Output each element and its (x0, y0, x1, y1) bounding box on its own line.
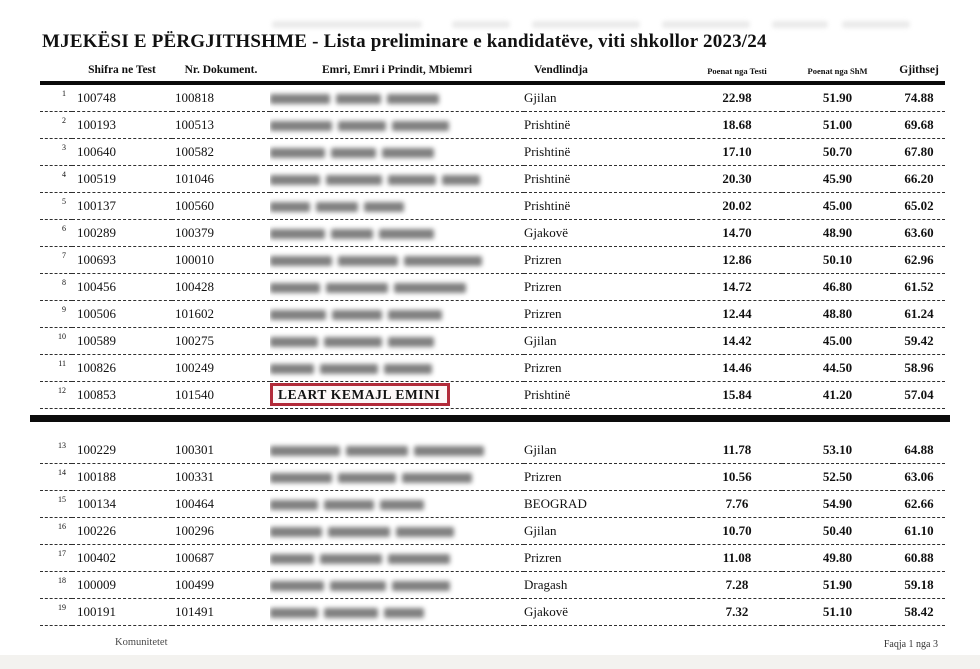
name-cell (270, 328, 524, 355)
shm-cell: 50.70 (782, 139, 893, 166)
row-index-cell (40, 112, 72, 139)
redacted-name (270, 148, 434, 158)
shifra-cell: 100193 (72, 112, 172, 139)
testi-cell: 12.86 (692, 247, 782, 274)
row-index-cell (40, 464, 72, 491)
redacted-name (270, 121, 449, 131)
candidates-table-bottom (40, 437, 945, 626)
testi-cell: 15.84 (692, 382, 782, 409)
shm-cell: 51.00 (782, 112, 893, 139)
shm-cell: 48.90 (782, 220, 893, 247)
column-header-gjithsej: Gjithsej (893, 64, 945, 83)
vendlindja-cell: Prishtinë (524, 112, 692, 139)
shifra-cell: 100134 (72, 491, 172, 518)
gjithsej-cell: 60.88 (893, 545, 945, 572)
table-row (40, 464, 945, 491)
vendlindja-cell: Gjilan (524, 328, 692, 355)
name-cell (270, 464, 524, 491)
table-row (40, 328, 945, 355)
name-cell (270, 545, 524, 572)
gjithsej-cell: 69.68 (893, 112, 945, 139)
gjithsej-cell: 74.88 (893, 83, 945, 112)
dokument-cell: 101491 (172, 599, 270, 626)
column-header-emri: Emri, Emri i Prindit, Mbiemri (270, 64, 524, 83)
row-index-cell (40, 247, 72, 274)
row-number: 4 (62, 169, 66, 179)
page-bottom-margin (0, 655, 980, 669)
name-cell (270, 220, 524, 247)
row-index-cell (40, 166, 72, 193)
name-cell (270, 491, 524, 518)
table-body-1 (40, 83, 945, 409)
gjithsej-cell: 61.52 (893, 274, 945, 301)
vendlindja-cell: Gjilan (524, 437, 692, 464)
shifra-cell: 100289 (72, 220, 172, 247)
dokument-cell: 100379 (172, 220, 270, 247)
row-number: 1 (62, 88, 66, 98)
vendlindja-cell: Dragash (524, 572, 692, 599)
dokument-cell: 100499 (172, 572, 270, 599)
shm-cell: 41.20 (782, 382, 893, 409)
row-number: 10 (58, 331, 66, 341)
testi-cell: 10.70 (692, 518, 782, 545)
gjithsej-cell: 64.88 (893, 437, 945, 464)
testi-cell: 14.42 (692, 328, 782, 355)
vendlindja-cell: Gjilan (524, 83, 692, 112)
gjithsej-cell: 63.06 (893, 464, 945, 491)
table-row (40, 139, 945, 166)
dokument-cell: 100249 (172, 355, 270, 382)
name-cell (270, 382, 524, 409)
table-row (40, 193, 945, 220)
shifra-cell: 100226 (72, 518, 172, 545)
row-number: 12 (58, 385, 66, 395)
gjithsej-cell: 57.04 (893, 382, 945, 409)
shm-cell: 50.40 (782, 518, 893, 545)
shm-cell: 52.50 (782, 464, 893, 491)
shm-cell: 51.90 (782, 572, 893, 599)
vendlindja-cell: Prizren (524, 301, 692, 328)
dokument-cell: 100464 (172, 491, 270, 518)
gjithsej-cell: 58.42 (893, 599, 945, 626)
vendlindja-cell: Prizren (524, 355, 692, 382)
table-row (40, 545, 945, 572)
shm-cell: 51.90 (782, 83, 893, 112)
page-number: Faqja 1 nga 3 (883, 639, 938, 650)
dokument-cell: 100275 (172, 328, 270, 355)
shm-cell: 53.10 (782, 437, 893, 464)
redacted-name (270, 337, 434, 347)
name-cell (270, 247, 524, 274)
name-cell (270, 274, 524, 301)
shifra-cell: 100009 (72, 572, 172, 599)
row-index-cell (40, 545, 72, 572)
redacted-name (270, 256, 482, 266)
row-index-cell (40, 83, 72, 112)
dokument-cell: 100010 (172, 247, 270, 274)
shifra-cell: 100191 (72, 599, 172, 626)
page-title: MJEKËSI E PËRGJITHSHME - Lista preliminare e kandidatëve, viti shkollor 2023/24 (42, 31, 767, 52)
shm-cell: 54.90 (782, 491, 893, 518)
row-number: 18 (58, 575, 66, 585)
table-row (40, 382, 945, 409)
row-number: 15 (58, 494, 66, 504)
row-number: 13 (58, 440, 66, 450)
vendlindja-cell: Prizren (524, 464, 692, 491)
name-cell (270, 599, 524, 626)
name-cell (270, 518, 524, 545)
dokument-cell: 100331 (172, 464, 270, 491)
testi-cell: 10.56 (692, 464, 782, 491)
shm-cell: 46.80 (782, 274, 893, 301)
shifra-cell: 100137 (72, 193, 172, 220)
redacted-name (270, 364, 432, 374)
testi-cell: 7.28 (692, 572, 782, 599)
highlighted-name: LEART KEMAJL EMINI (270, 383, 450, 406)
testi-cell: 14.70 (692, 220, 782, 247)
redacted-name (270, 446, 484, 456)
row-index-cell (40, 518, 72, 545)
table-row (40, 518, 945, 545)
testi-cell: 12.44 (692, 301, 782, 328)
row-index-cell (40, 301, 72, 328)
shm-cell: 49.80 (782, 545, 893, 572)
dokument-cell: 100513 (172, 112, 270, 139)
redacted-name (270, 229, 434, 239)
shm-cell: 44.50 (782, 355, 893, 382)
gjithsej-cell: 65.02 (893, 193, 945, 220)
dokument-cell: 101046 (172, 166, 270, 193)
name-cell (270, 301, 524, 328)
name-cell (270, 193, 524, 220)
shifra-cell: 100853 (72, 382, 172, 409)
row-index-cell (40, 572, 72, 599)
testi-cell: 7.76 (692, 491, 782, 518)
redacted-name (270, 581, 450, 591)
testi-cell: 7.32 (692, 599, 782, 626)
column-header-vendlindja: Vendlindja (524, 64, 692, 83)
table-header (40, 64, 945, 83)
gjithsej-cell: 67.80 (893, 139, 945, 166)
dokument-cell: 100428 (172, 274, 270, 301)
gjithsej-cell: 66.20 (893, 166, 945, 193)
row-index-cell (40, 139, 72, 166)
vendlindja-cell: Prizren (524, 247, 692, 274)
column-header-poenat-testi: Poenat nga Testi (692, 64, 782, 83)
testi-cell: 17.10 (692, 139, 782, 166)
name-cell (270, 437, 524, 464)
name-cell (270, 572, 524, 599)
shifra-cell: 100693 (72, 247, 172, 274)
redacted-name (270, 608, 424, 618)
gjithsej-cell: 61.10 (893, 518, 945, 545)
vendlindja-cell: Prizren (524, 545, 692, 572)
row-index-cell (40, 599, 72, 626)
row-index-cell (40, 355, 72, 382)
dokument-cell: 100296 (172, 518, 270, 545)
gjithsej-cell: 59.18 (893, 572, 945, 599)
table-row (40, 599, 945, 626)
dokument-cell: 100560 (172, 193, 270, 220)
testi-cell: 20.02 (692, 193, 782, 220)
shifra-cell: 100456 (72, 274, 172, 301)
row-index-cell (40, 274, 72, 301)
name-cell (270, 166, 524, 193)
name-cell (270, 355, 524, 382)
row-index-cell (40, 382, 72, 409)
testi-cell: 11.08 (692, 545, 782, 572)
dokument-cell: 100818 (172, 83, 270, 112)
row-number: 11 (58, 358, 66, 368)
redacted-name (270, 202, 404, 212)
shifra-cell: 100640 (72, 139, 172, 166)
table-row (40, 83, 945, 112)
dokument-cell: 100301 (172, 437, 270, 464)
table-row (40, 247, 945, 274)
row-index-cell (40, 193, 72, 220)
gjithsej-cell: 63.60 (893, 220, 945, 247)
table-row (40, 220, 945, 247)
vendlindja-cell: Gjakovë (524, 220, 692, 247)
shifra-cell: 100748 (72, 83, 172, 112)
row-index-cell (40, 437, 72, 464)
redacted-name (270, 500, 424, 510)
testi-cell: 18.68 (692, 112, 782, 139)
redacted-name (270, 175, 480, 185)
column-header-index (40, 64, 72, 83)
redacted-name (270, 473, 472, 483)
dokument-cell: 101540 (172, 382, 270, 409)
table-row (40, 166, 945, 193)
table-row (40, 491, 945, 518)
candidates-table-top (40, 64, 945, 409)
table-row (40, 112, 945, 139)
dokument-cell: 100582 (172, 139, 270, 166)
table-row (40, 355, 945, 382)
redacted-name (270, 310, 442, 320)
redacted-name (270, 283, 466, 293)
shm-cell: 45.90 (782, 166, 893, 193)
vendlindja-cell: Prishtinë (524, 166, 692, 193)
shifra-cell: 100402 (72, 545, 172, 572)
cropped-top-smudges (0, 21, 980, 30)
row-number: 2 (62, 115, 66, 125)
gjithsej-cell: 62.96 (893, 247, 945, 274)
testi-cell: 14.46 (692, 355, 782, 382)
redacted-name (270, 527, 454, 537)
row-number: 16 (58, 521, 66, 531)
column-header-poenat-shm: Poenat nga ShM (782, 64, 893, 83)
vendlindja-cell: Prizren (524, 274, 692, 301)
testi-cell: 22.98 (692, 83, 782, 112)
shifra-cell: 100826 (72, 355, 172, 382)
redacted-name (270, 554, 450, 564)
gjithsej-cell: 58.96 (893, 355, 945, 382)
vendlindja-cell: Gjakovë (524, 599, 692, 626)
shifra-cell: 100506 (72, 301, 172, 328)
table-row (40, 301, 945, 328)
dokument-cell: 101602 (172, 301, 270, 328)
gjithsej-cell: 59.42 (893, 328, 945, 355)
shm-cell: 45.00 (782, 193, 893, 220)
gjithsej-cell: 62.66 (893, 491, 945, 518)
shifra-cell: 100519 (72, 166, 172, 193)
shifra-cell: 100589 (72, 328, 172, 355)
table-body-2 (40, 437, 945, 626)
vendlindja-cell: Prishtinë (524, 382, 692, 409)
row-number: 3 (62, 142, 66, 152)
table-row (40, 274, 945, 301)
shifra-cell: 100229 (72, 437, 172, 464)
shm-cell: 48.80 (782, 301, 893, 328)
table-row (40, 572, 945, 599)
row-number: 7 (62, 250, 66, 260)
footer-note: Komunitetet (115, 637, 168, 648)
row-number: 17 (58, 548, 66, 558)
vendlindja-cell: BEOGRAD (524, 491, 692, 518)
row-index-cell (40, 491, 72, 518)
row-number: 19 (58, 602, 66, 612)
testi-cell: 14.72 (692, 274, 782, 301)
section-divider (30, 415, 950, 422)
shifra-cell: 100188 (72, 464, 172, 491)
testi-cell: 11.78 (692, 437, 782, 464)
row-number: 8 (62, 277, 66, 287)
row-index-cell (40, 220, 72, 247)
shm-cell: 50.10 (782, 247, 893, 274)
row-number: 6 (62, 223, 66, 233)
vendlindja-cell: Gjilan (524, 518, 692, 545)
name-cell (270, 112, 524, 139)
vendlindja-cell: Prishtinë (524, 193, 692, 220)
name-cell (270, 83, 524, 112)
gjithsej-cell: 61.24 (893, 301, 945, 328)
table-row (40, 437, 945, 464)
row-index-cell (40, 328, 72, 355)
vendlindja-cell: Prishtinë (524, 139, 692, 166)
dokument-cell: 100687 (172, 545, 270, 572)
row-number: 9 (62, 304, 66, 314)
testi-cell: 20.30 (692, 166, 782, 193)
row-number: 5 (62, 196, 66, 206)
shm-cell: 45.00 (782, 328, 893, 355)
row-number: 14 (58, 467, 66, 477)
shm-cell: 51.10 (782, 599, 893, 626)
column-header-dokument: Nr. Dokument. (172, 64, 270, 83)
column-header-shifra: Shifra ne Test (72, 64, 172, 83)
name-cell (270, 139, 524, 166)
redacted-name (270, 94, 439, 104)
